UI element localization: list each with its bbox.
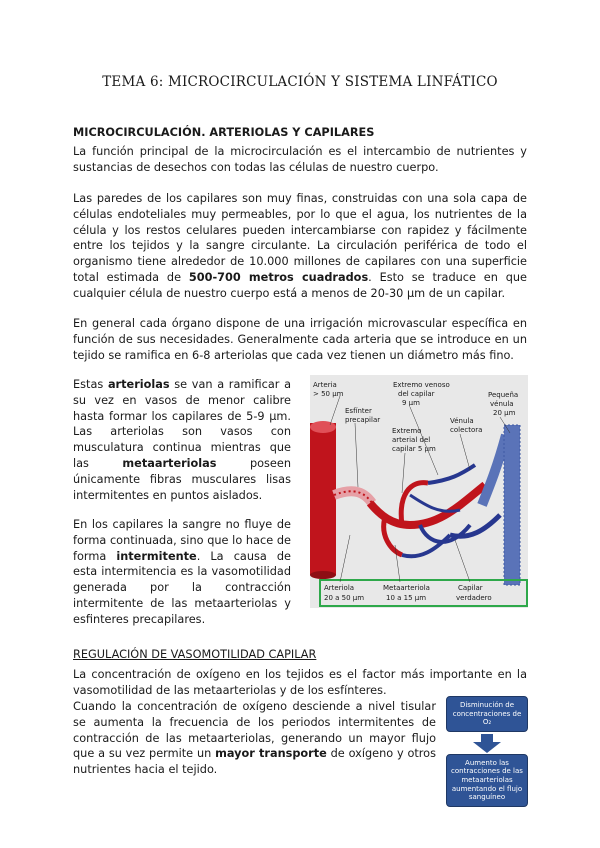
label-esfinter: Esfínter [345, 407, 372, 415]
flow-box-aumento: Aumento las contracciones de las metaarteriolas aumentando el flujo sanguíneo [446, 754, 528, 807]
paragraph-arteriolas: Estas arteriolas se van a ramificar a su vez en vasos de menor calibre hasta formar los capilares de 5-9 µm. Las arteriolas son vasos con musculatura continua mientras que las metaarteriolas poseen únicamente fibras musculares lisas intermitentes en puntos aislados. [73, 378, 291, 502]
label-venula-2: colectora [450, 426, 483, 434]
paragraph-organo: En general cada órgano dispone de una irrigación microvascular específica en función de sus necesidades. Generalmente cada arteria que se introduce en un tejido se ramifica en 6-8 arteriolas que cada vez tienen un diámetro más fino. [73, 317, 527, 362]
label-capilar: Capilar [458, 584, 483, 592]
label-arteria: Arteria [313, 381, 337, 389]
flow-box-disminucion: Disminución de concentraciones de O₂ [446, 696, 528, 732]
paragraph-funcion: La función principal de la microcirculación es el intercambio de nutrientes y sustancias de desechos con todas las células de nuestro cuerpo. [73, 145, 527, 174]
artery-top [310, 421, 336, 433]
label-capilar-2: verdadero [456, 594, 492, 602]
microcirculation-diagram [310, 375, 528, 608]
paragraph-capilares: Las paredes de los capilares son muy finas, construidas con una sola capa de células endoteliales muy permeables, por lo que el agua, los nutrientes de la célula y los restos celulares pueden intercambiarse con rapidez y fácilmente entre los tejidos y la sangre circulante. La circulación periférica de todo el organismo tiene alrededor de 10.000 millones de capilares con una superficie total estimada de 500-700 metros cuadrados. Esto se traduce en que cualquier célula de nuestro cuerpo está a menos de 20-30 µm de un capilar. [73, 192, 527, 300]
label-arteriola: Arteriola [324, 584, 355, 592]
paragraph-concentracion: Cuando la concentración de oxígeno desciende a nivel tisular se aumenta la frecuencia de los periodos intermitentes de contracción de las metaarteriolas, generando un mayor flujo que a su vez permite un mayor transporte de oxígeno y otros nutrientes hacia el tejido. [73, 700, 436, 777]
section-heading-microcirculacion: MICROCIRCULACIÓN. ARTERIOLAS Y CAPILARES [73, 126, 375, 139]
venule-shape [482, 435, 506, 505]
label-pequena: Pequeña [488, 391, 519, 399]
label-venula: Vénula [450, 417, 474, 425]
paragraph-intermitente: En los capilares la sangre no fluye de forma continuada, sino que lo hace de forma intermitente. La causa de esta intermitencia es la vasomotilidad generada por la contracción intermitente de las metaarteriolas y esfinteres precapilares. [73, 518, 291, 626]
artery-shape [310, 423, 336, 575]
page-title: TEMA 6: MICROCIRCULACIÓN Y SISTEMA LINFÁTICO [102, 74, 498, 90]
section-heading-regulacion: REGULACIÓN DE VASOMOTILIDAD CAPILAR [73, 648, 317, 661]
flow-arrow-icon [446, 732, 528, 754]
label-pequena-2: vénula [490, 400, 514, 408]
label-extremo-venoso-size: 9 µm [402, 399, 420, 407]
label-esfinter-2: precapilar [345, 416, 381, 424]
label-extremo-arterial-2: arterial del [392, 436, 431, 444]
label-pequena-size: 20 µm [493, 409, 516, 417]
label-arteria-size: > 50 µm [313, 390, 344, 398]
label-extremo-arterial: Extremo [392, 427, 422, 435]
label-metaarteriola-size: 10 a 15 µm [386, 594, 427, 602]
paragraph-oxigeno: La concentración de oxígeno en los tejidos es el factor más importante en la vasomotilidad de las metaarteriolas y de los esfínteres. [73, 668, 527, 697]
label-extremo-arterial-3: capilar 5 µm [392, 445, 436, 453]
label-extremo-venoso-2: del capilar [398, 390, 435, 398]
label-metaarteriola: Metaarteriola [383, 584, 430, 592]
flowchart [446, 696, 528, 807]
label-extremo-venoso: Extremo venoso [393, 381, 450, 389]
label-arteriola-size: 20 a 50 µm [324, 594, 365, 602]
